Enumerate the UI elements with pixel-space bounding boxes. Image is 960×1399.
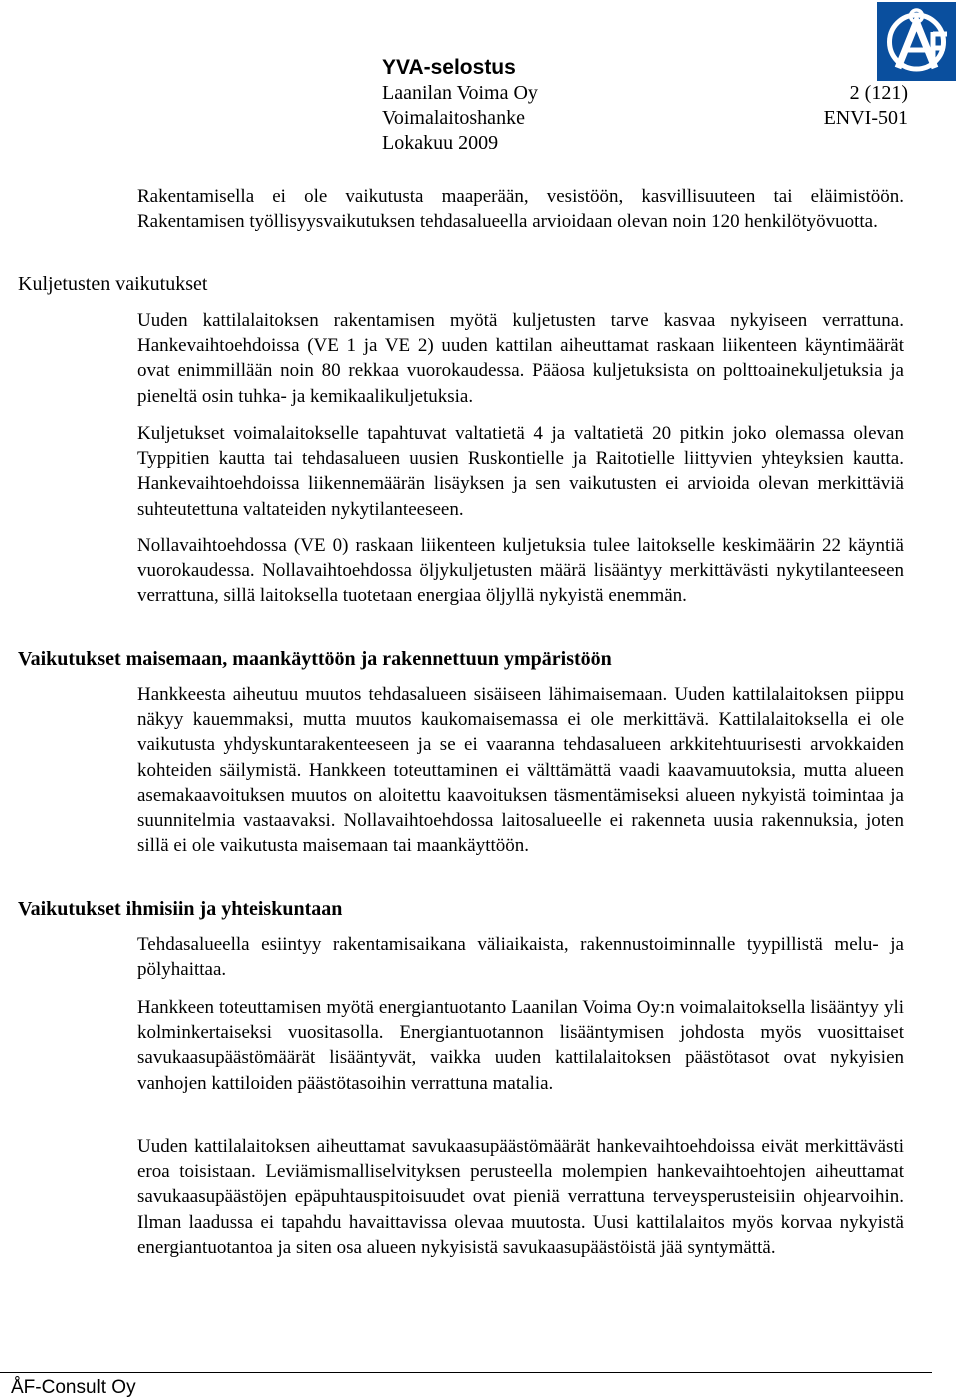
document-header bbox=[382, 55, 908, 156]
footer-company: ÅF-Consult Oy bbox=[11, 1377, 136, 1398]
transport-paragraph-3: Nollavaihtoehdossa (VE 0) raskaan liikenteen kuljetuksia tulee laitokselle keskimäärin 22 käyntiä vuorokaudessa. Nollavaihtoehdossa öljykuljetusten määrä lisääntyy merkittävästi nykytilanteeseen verrattuna, sillä laitoksella tuotetaan energiaa öljyllä nykyistä enemmän. bbox=[137, 535, 904, 607]
transport-heading: Kuljetusten vaikutukset bbox=[18, 273, 208, 295]
document-date: Lokakuu 2009 bbox=[382, 132, 499, 154]
page-number: 2 (121) bbox=[849, 82, 908, 104]
people-paragraph-1: Tehdasalueella esiintyy rakentamisaikana väliaikaista, rakennustoiminnalle tyypillistä melu- ja pölyhaittaa. bbox=[137, 934, 904, 981]
document-title: YVA-selostus bbox=[382, 56, 516, 79]
people-paragraph-2: Hankkeen toteuttamisen myötä energiantuotanto Laanilan Voima Oy:n voimalaitoksella lisääntyy yli kolminkertaiseksi vuositasolla. Energiantuotannon lisääntymisen johdosta myös vuosittaiset savukaasupäästömäärät lisääntyvät, vaikka uuden kattilalaitoksen päästötasot ovat nykyisien vanhojen kattiloiden päästötasoihin verrattuna matalia. bbox=[137, 997, 904, 1094]
people-heading: Vaikutukset ihmisiin ja yhteiskuntaan bbox=[18, 898, 343, 920]
transport-paragraph-2: Kuljetukset voimalaitokselle tapahtuvat valtatietä 4 ja valtatietä 20 pitkin joko olemassa olevan Typpitien kautta tai tehdasalueen uusien Ruskontielle ja Raitotielle liittyvien yhteyksien kautta. Hankevaihtoehdoissa liikennemäärän lisäyksen ja sen vaikutusten ei arvioida olevan merkittäviä suhteutettuna valtateiden nykytilanteeseen. bbox=[137, 423, 904, 520]
landscape-paragraph: Hankkeesta aiheutuu muutos tehdasalueen sisäiseen lähimaisemaan. Uuden kattilalaitoksen piippu näkyy kauemmaksi, mutta muutos kaukomaisemassa ei ole merkittävä. Kattilalaitoksella ei ole vaikutusta yhdyskuntarakenteeseen ja se ei vaaranna tehdasalueen arkkitehtuurisesti arvokkaiden kohteiden säilymistä. Hankkeen toteuttaminen ei välttämättä vaadi kaavamuutoksia, mutta alueen asemakaavoituksen muutos on aloitettu kaavoituksen täsmentämiseksi alueen nykyistä toimintaa ja suunnitelmia vastaavaksi. Nollavaihtoehdossa laitosalueelle ei rakenneta uusia rakennuksia, joten sillä ei ole vaikutusta maisemaan tai maankäyttöön. bbox=[137, 684, 904, 857]
people-paragraph-3: Uuden kattilalaitoksen aiheuttamat savukaasupäästömäärät hankevaihtoehdoissa eivät merkittävästi eroa toisistaan. Leviämismalliselvityksen perusteella molempien hankevaihtoehtojen aiheuttamat savukaasupäästöjen epäpuhtauspitoisuudet ovat pieniä verrattuna terveysperusteisiin ohjearvoihin. Ilman laadussa ei tapahdu havaittavissa olevaa muutosta. Uusi kattilalaitos myös korvaa nykyistä energiantuotantoa ja siten osa alueen nykyisistä savukaasupäästöistä jää syntymättä. bbox=[137, 1136, 904, 1258]
document-code: ENVI-501 bbox=[823, 107, 908, 129]
transport-paragraph-1: Uuden kattilalaitoksen rakentamisen myötä kuljetusten tarve kasvaa nykyiseen verrattuna. Hankevaihtoehdoissa (VE 1 ja VE 2) uuden kattilan aiheuttamat raskaan liikenteen käyntimäärät ovat enimmillään noin 80 rekkaa vuorokaudessa. Pääosa kuljetuksista on polttoainekuljetuksia ja pieneltä osin tuhka- ja kemikaalikuljetuksia. bbox=[137, 310, 904, 407]
intro-paragraph: Rakentamisella ei ole vaikutusta maaperään, vesistöön, kasvillisuuteen tai eläimistöön. Rakentamisen työllisyysvaikutuksen tehdasalueella arvioidaan olevan noin 120 henkilötyövuotta. bbox=[137, 186, 904, 233]
footer-divider bbox=[0, 1372, 932, 1373]
landscape-heading: Vaikutukset maisemaan, maankäyttöön ja rakennettuun ympäristöön bbox=[18, 648, 612, 670]
company-name: Laanilan Voima Oy bbox=[382, 82, 538, 104]
project-name: Voimalaitoshanke bbox=[382, 107, 525, 129]
